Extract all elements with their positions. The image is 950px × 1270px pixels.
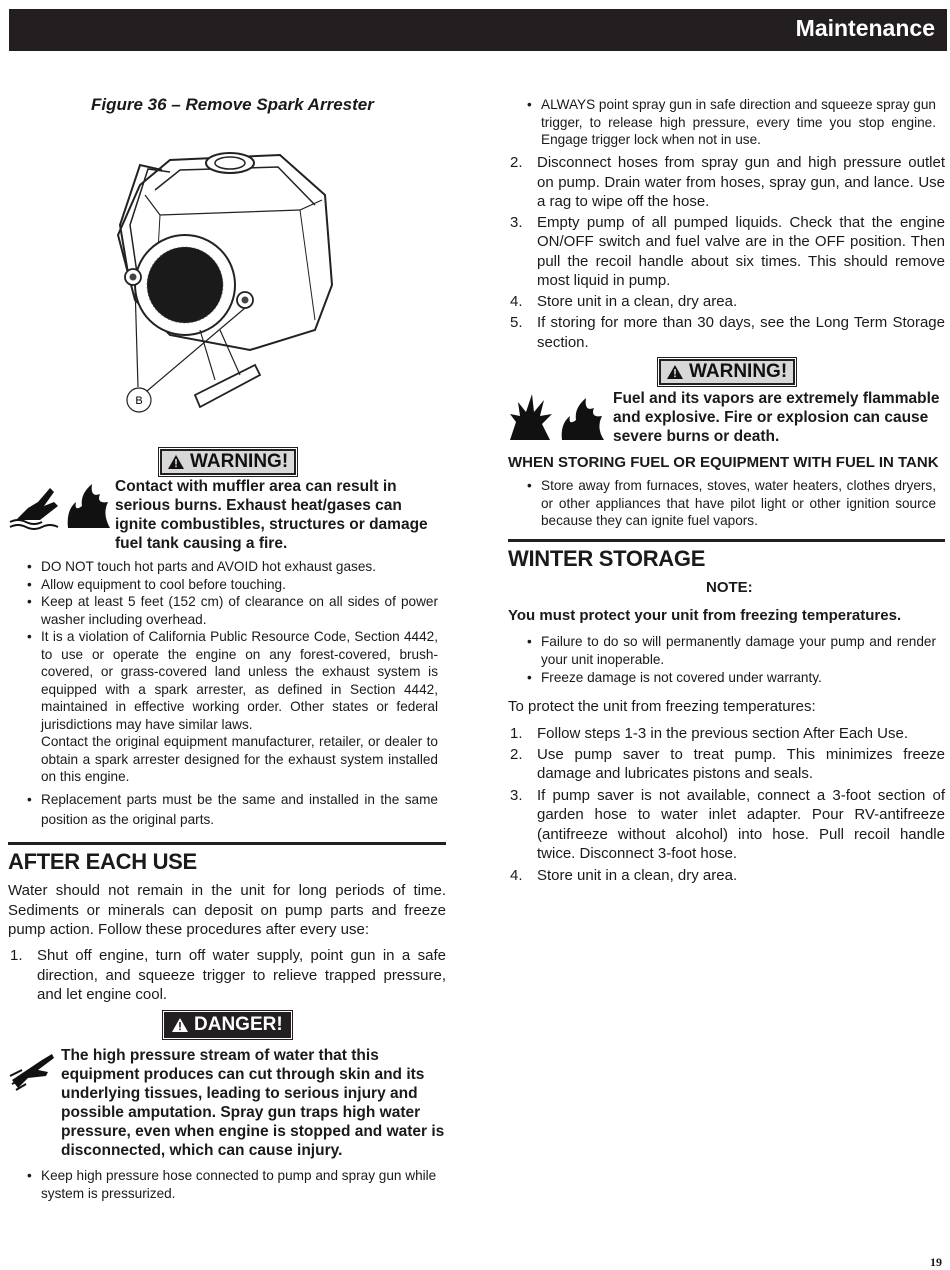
fuel-warning-bullets [508,477,936,530]
list-item: • Allow equipment to cool before touching. [8,576,438,594]
muffler-warning-badge: WARNING! [160,449,296,475]
list-item: 4. Store unit in a clean, dry area. [510,866,738,884]
note-bullets [508,633,936,687]
list-item: 3. If pump saver is not available, connect a 3-foot section of garden hose to water inlet adapter. Pour RV-antifreeze (antifreeze without alcohol) into hose. Pull recoil handle twice. Disconnect 3-foot hose. [510,786,945,862]
danger-badge: DANGER! [164,1012,291,1038]
explosion-fire-icon [508,392,608,442]
page-section-title: Maintenance [795,15,935,41]
danger-bullets-right [508,96,936,149]
list-item: • Store away from furnaces, stoves, water heaters, clothes dryers, or other appliances that have pilot light or other ignition source because they can ignite fuel vapors. [508,477,936,530]
muffler-warning-text: Contact with muffler area can result in serious burns. Exhaust heat/gases can ignite combustibles, structures or damage fuel tank causing a fire. [115,478,428,552]
list-item: 1. Follow steps 1-3 in the previous section After Each Use. [510,725,909,742]
list-item: 2. Disconnect hoses from spray gun and high pressure outlet on pump. Drain water from hoses, spray gun, and lance. Use a rag to wipe off the hose. [510,154,945,210]
callout-b-label: B [135,395,143,407]
note-label: NOTE: [706,579,753,596]
winter-storage-title: WINTER STORAGE [508,546,706,571]
after-each-use-steps-left [8,946,446,1005]
list-item: 1. Shut off engine, turn off water supply, point gun in a safe direction, and squeeze trigger to relieve trapped pressure, and let engine cool. [10,947,446,1003]
muffler-illustration [100,125,340,425]
warning-triangle-icon [168,455,184,469]
list-item: • Keep at least 5 feet (152 cm) of clearance on all sides of power washer including overhead. [8,593,438,628]
list-item: 2. Use pump saver to treat pump. This minimizes freeze damage and lubricates pistons and seals. [510,745,945,782]
list-item: 4. Store unit in a clean, dry area. [510,292,738,310]
danger-text: The high pressure stream of water that this equipment produces can cut through skin and its underlying tissues, leading to serious injury and possible amputation. Spray gun traps high water pressure, even when engine is stopped and water is disconnected, which can cause injury. [61,1047,445,1159]
note-text: You must protect your unit from freezing temperatures. [508,607,902,624]
after-each-use-steps-right [508,153,945,352]
high-pressure-injection-icon [8,1050,58,1095]
header-bar [9,9,947,51]
list-item: 5. If storing for more than 30 days, see the Long Term Storage section. [510,314,945,351]
figure-caption: Figure 36 – Remove Spark Arrester [91,95,374,114]
muffler-warning-list [8,558,438,830]
muffler-warning-badge-wrap [160,449,296,475]
winter-storage-intro: To protect the unit from freezing temperatures: [508,698,816,715]
list-item: • It is a violation of California Public Resource Code, Section 4442, to use or operate the engine on any forest-covered, brush-covered, or grass-covered land unless the exhaust system is equipped with a spark arrester, as defined in Section 4442, maintained in effective working order. Other states or federal jurisdictions may have similar laws. [8,628,438,733]
list-item: 3. Empty pump of all pumped liquids. Check that the engine ON/OFF switch and fuel valve are in the OFF position. Then pull the recoil handle about six times. This should remove most liquid in pump. [510,213,945,289]
fuel-warning-badge: WARNING! [659,359,795,385]
danger-badge-wrap [164,1012,291,1038]
fuel-warning-text: Fuel and its vapors are extremely flammable and explosive. Fire or explosion can cause severe burns or death. [613,390,940,445]
fuel-warning-badge-wrap [659,359,795,385]
list-item: • Failure to do so will permanently damage your pump and render your unit inoperable. [508,633,936,668]
list-item: • Keep high pressure hose connected to pump and spray gun while system is pressurized. [8,1167,438,1202]
danger-bullets-left [8,1167,438,1202]
list-item: • DO NOT touch hot parts and AVOID hot exhaust gases. [8,558,438,576]
hot-surface-icon [8,480,113,530]
list-item: • Freeze damage is not covered under warranty. [508,669,936,687]
list-item: • Replacement parts must be the same and installed in the same position as the original parts. [8,790,438,830]
page-number: 19 [930,1255,942,1269]
after-each-use-title: AFTER EACH USE [8,849,197,874]
spark-arrester-figure [100,125,340,425]
section-rule [508,539,945,542]
fuel-storage-subheading: WHEN STORING FUEL OR EQUIPMENT WITH FUEL IN TANK [508,454,939,471]
section-rule [8,842,446,845]
list-item: • ALWAYS point spray gun in safe direction and squeeze spray gun trigger, to release high pressure, every time you stop engine. Engage trigger lock when not in use. [508,96,936,149]
after-each-use-intro: Water should not remain in the unit for long periods of time. Sediments or minerals can deposit on pump parts and freeze pump action. Follow these procedures after every use: [8,882,446,938]
list-item-continuation: Contact the original equipment manufacturer, retailer, or dealer to obtain a spark arrester designed for the exhaust system installed on this engine. [41,734,438,784]
winter-storage-steps [508,724,945,885]
warning-triangle-icon [667,365,683,379]
warning-triangle-icon [172,1018,188,1032]
